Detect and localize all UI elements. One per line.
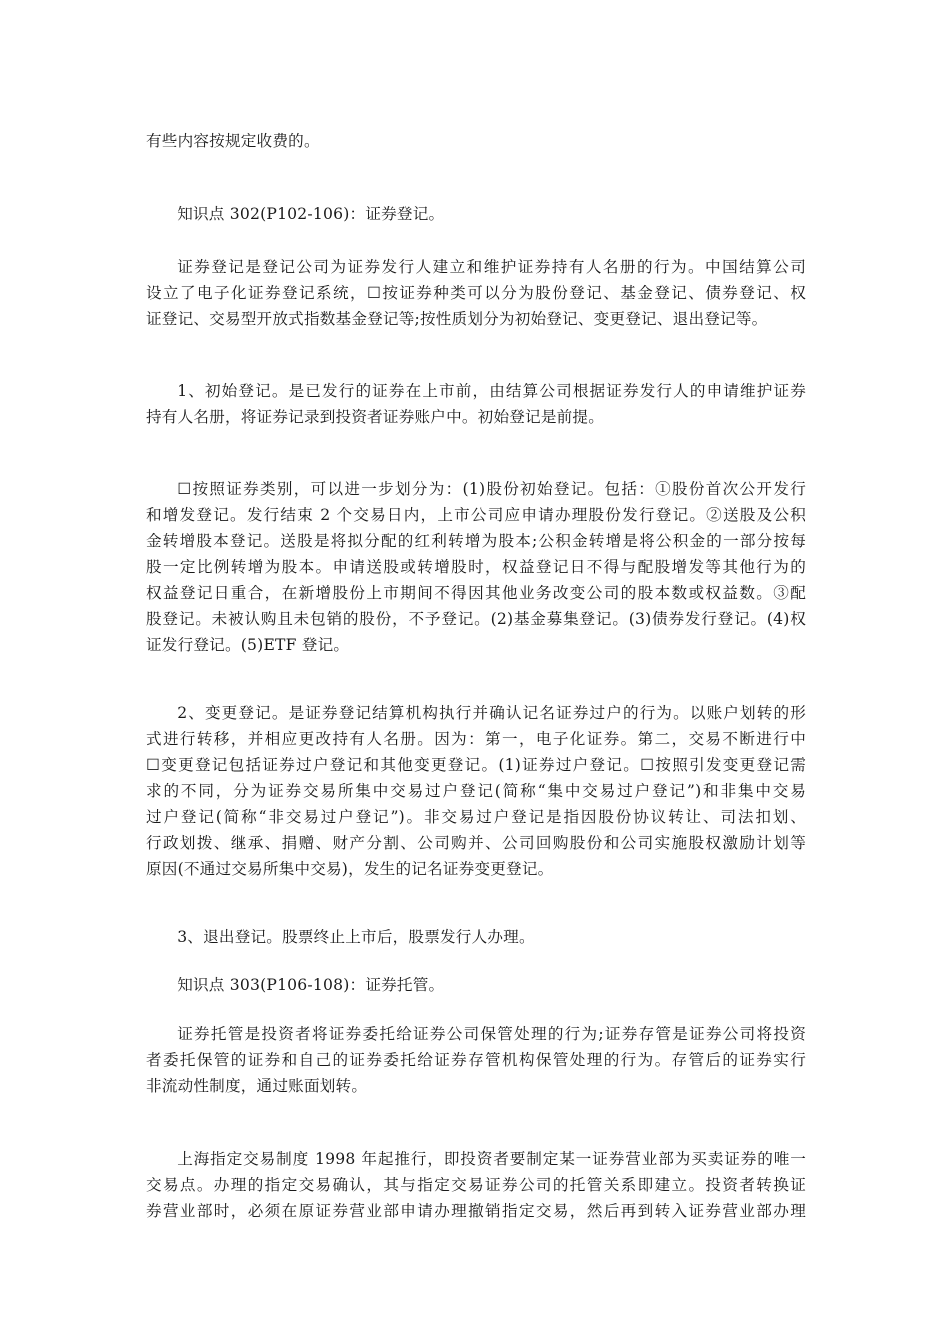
text-line: 1、初始登记。是已发行的证券在上市前，由结算公司根据证券发行人的申请维护证券 bbox=[177, 382, 806, 400]
paragraph-initial-registration bbox=[146, 378, 806, 430]
text-line: 证发行登记。(5)ETF 登记。 bbox=[146, 636, 350, 654]
text-line: 设立了电子化证券登记系统，☐按证券种类可以分为股份登记、基金登记、债券登记、权 bbox=[146, 284, 806, 302]
paragraph-continuation bbox=[146, 128, 806, 154]
text-line: 和增发登记。发行结束 2 个交易日内，上市公司应申请办理股份发行登记。②送股及公积 bbox=[146, 506, 806, 524]
text-line: 知识点 302(P102-106)：证券登记。 bbox=[177, 205, 445, 223]
text-line: 上海指定交易制度 1998 年起推行，即投资者要制定某一证券营业部为买卖证券的唯一 bbox=[177, 1150, 806, 1168]
text-line: 过户登记(简称“非交易过户登记”)。非交易过户登记是指因股份协议转让、司法扣划、 bbox=[146, 808, 806, 826]
text-line: 知识点 303(P106-108)：证券托管。 bbox=[177, 976, 445, 994]
text-line: 有些内容按规定收费的。 bbox=[146, 132, 320, 150]
text-line: 行政划拨、继承、捐赠、财产分割、公司购并、公司回购股份和公司实施股权激励计划等 bbox=[146, 834, 806, 852]
text-line: 原因(不通过交易所集中交易)，发生的记名证券变更登记。 bbox=[146, 860, 554, 878]
text-line: 权益登记日重合，在新增股份上市期间不得因其他业务改变公司的股本数或权益数。③配 bbox=[146, 584, 806, 602]
text-line: ☐变更登记包括证券过户登记和其他变更登记。(1)证券过户登记。☐按照引发变更登记需 bbox=[146, 756, 806, 774]
text-line: 券营业部时，必须在原证券营业部申请办理撤销指定交易，然后再到转入证券营业部办理 bbox=[146, 1202, 806, 1220]
text-line: 式进行转移，并相应更改持有人名册。因为：第一，电子化证券。第二，交易不断进行中 bbox=[146, 730, 806, 748]
text-line: 非流动性制度，通过账面划转。 bbox=[146, 1077, 368, 1095]
text-line: 股登记。未被认购且未包销的股份，不予登记。(2)基金募集登记。(3)债券发行登记。(4)权 bbox=[146, 610, 806, 628]
text-line: ☐按照证券类别，可以进一步划分为：(1)股份初始登记。包括：①股份首次公开发行 bbox=[177, 480, 806, 498]
text-line: 持有人名册，将证券记录到投资者证券账户中。初始登记是前提。 bbox=[146, 408, 605, 426]
paragraph-exit-registration bbox=[146, 924, 806, 950]
paragraph-securities-registration bbox=[146, 254, 806, 332]
text-line: 2、变更登记。是证券登记结算机构执行并确认记名证券过户的行为。以账户划转的形 bbox=[177, 704, 806, 722]
section-heading-302 bbox=[146, 201, 806, 227]
text-line: 金转增股本登记。送股是将拟分配的红利转增为股本;公积金转增是将公积金的一部分按每 bbox=[146, 532, 806, 550]
text-line: 交易点。办理的指定交易确认，其与指定交易证券公司的托管关系即建立。投资者转换证 bbox=[146, 1176, 806, 1194]
text-line: 股一定比例转增为股本。申请送股或转增股时，权益登记日不得与配股增发等其他行为的 bbox=[146, 558, 806, 576]
text-line: 证券登记是登记公司为证券发行人建立和维护证券持有人名册的行为。中国结算公司 bbox=[177, 258, 806, 276]
paragraph-change-registration bbox=[146, 700, 806, 882]
text-line: 3、退出登记。股票终止上市后，股票发行人办理。 bbox=[177, 928, 535, 946]
paragraph-shanghai-designated-trading bbox=[146, 1146, 806, 1224]
text-line: 者委托保管的证券和自己的证券委托给证券存管机构保管处理的行为。存管后的证券实行 bbox=[146, 1051, 806, 1069]
text-line: 证登记、交易型开放式指数基金登记等;按性质划分为初始登记、变更登记、退出登记等。 bbox=[146, 310, 768, 328]
text-line: 求的不同，分为证券交易所集中交易过户登记(简称“集中交易过户登记”)和非集中交易 bbox=[146, 782, 806, 800]
paragraph-securities-custody bbox=[146, 1021, 806, 1099]
text-line: 证券托管是投资者将证券委托给证券公司保管处理的行为;证券存管是证券公司将投资 bbox=[177, 1025, 806, 1043]
section-heading-303 bbox=[146, 972, 806, 998]
paragraph-initial-registration-types bbox=[146, 476, 806, 658]
